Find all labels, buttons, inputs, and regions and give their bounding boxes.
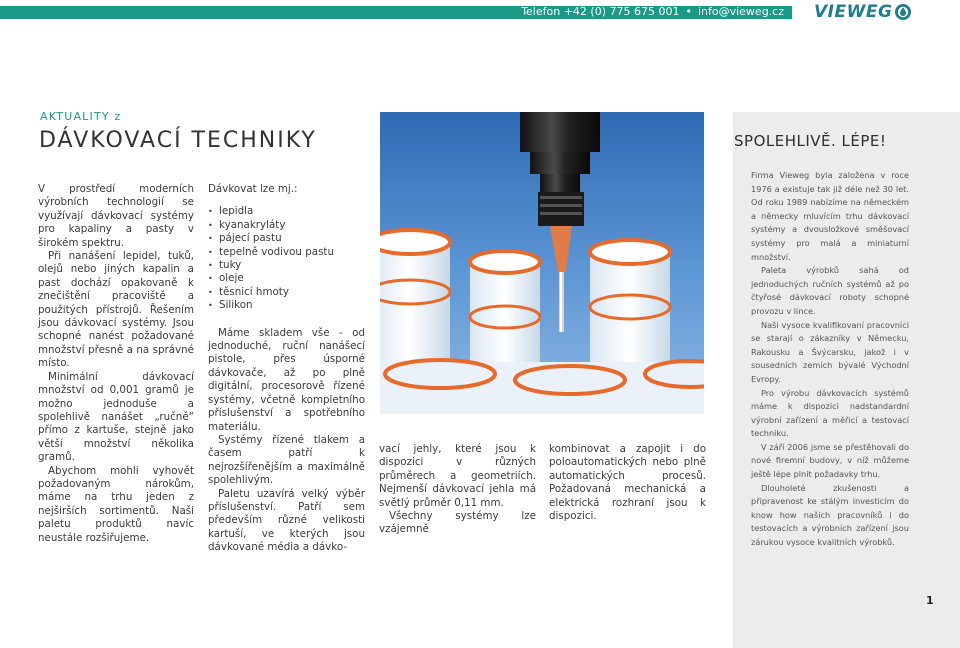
- col1-paragraph-2: Při nanášení lepidel, tuků, olejů nebo jiných kapalin a past dochází opakovaně k znečištění pracoviště a použitých přístrojů. Řešením jsou dávkovací systémy. Jsou schopné nanést požadované množství přesně a na správné místo.: [38, 250, 194, 370]
- col2-paragraph-3: Paletu uzavírá velký výběr příslušenství. Patří sem především různé velikosti kartuší, ve kterých jsou dávkované média a dávko-: [208, 487, 365, 554]
- list-item: • kyanakryláty: [208, 219, 365, 232]
- sidebar-text: [751, 169, 909, 550]
- top-bar: [0, 0, 960, 22]
- list-item: • tepelně vodivou pastu: [208, 246, 365, 259]
- section-label: AKTUALITY z: [40, 110, 122, 123]
- col3-paragraph-2: Všechny systémy lze vzájemně: [379, 510, 536, 536]
- col2-paragraph-2: Systémy řízené tlakem a časem patří k nejrozšířenějším a maximálně spolehlivým.: [208, 433, 365, 487]
- list-item: • oleje: [208, 272, 365, 285]
- vieweg-logo[interactable]: [814, 1, 912, 23]
- list-item: • Silikon: [208, 299, 365, 312]
- header-email-link[interactable]: info@vieweg.cz: [697, 5, 784, 18]
- header-phone: Telefon +42 (0) 775 675 001: [521, 5, 680, 18]
- article-column-3: [379, 443, 536, 537]
- col1-paragraph-4: Abychom mohli vyhovět požadovaným nárokům, máme na trhu jeden z nejširších sortimentů. Naši paletu produktů navíc neustále rozšiřujeme.: [38, 464, 194, 544]
- page-number: 1: [926, 594, 934, 607]
- article-column-1: [38, 183, 194, 545]
- col2-paragraph-1: Máme skladem vše - od jednoduché, ruční nanášecí pistole, přes úsporné dávkovače, až po plně digitální, procesorově řízené systémy, včetně kompletního příslušenství a spotřebního materiálu.: [208, 326, 365, 433]
- col4-paragraph-1: kombinovat a zapojit i do poloautomatických nebo plně automatických procesů. Požadovaná mechanická a elektrická rozhraní jsou k dispozici.: [549, 443, 706, 523]
- list-item: • pájecí pastu: [208, 232, 365, 245]
- header-contact: [521, 5, 784, 19]
- sidebar-paragraph: Naši vysoce kvalifikovaní pracovníci se starají o zákazníky v Německu, Rakousku a Švýcarsku, jakož i v sousedních zemích bývalé Východní Evropy.: [751, 319, 909, 384]
- header-separator: •: [685, 5, 692, 18]
- dispensing-needle-photo: [380, 112, 704, 414]
- sidebar-paragraph: Pro výrobu dávkovacích systémů máme k dispozici nadstandardní výrobní zařízení a měřicí a testovací techniku.: [751, 387, 909, 439]
- page-title: DÁVKOVACÍ TECHNIKY: [39, 128, 317, 153]
- photo-illustration: [380, 112, 704, 414]
- sidebar-paragraph: Firma Vieweg byla založena v roce 1976 a existuje tak již déle než 30 let. Od roku 1989 nabízíme na německém a německy mluvícím trhu dávkovací systémy a dvousložkové směšovací systémy pro malá a miniaturní množství.: [751, 170, 909, 262]
- col1-paragraph-3: Minimální dávkovací množství od 0,001 gramů je možno jednoduše a spolehlivě nanášet „ručně“ přímo z kartuše, stejně jako větší množství několika gramů.: [38, 370, 194, 464]
- sidebar-paragraph: Paleta výrobků sahá od jednoduchých ručních systémů až po čtyřosé dávkovací roboty schopné provozu v lince.: [751, 265, 909, 316]
- sidebar-paragraph: Dlouholeté zkušenosti a připravenost ke stálým investicím do know how našich pracovníků i do testovacích a výrobních zařízení jsou zárukou vysoce kvalitních výrobků.: [751, 482, 909, 548]
- sidebar-slogan: SPOLEHLIVĚ. LÉPE!: [734, 132, 887, 150]
- list-item: • těsnicí hmoty: [208, 286, 365, 299]
- article-column-4: [549, 443, 706, 523]
- article-column-2: [208, 183, 365, 555]
- col2-heading: Dávkovat lze mj.:: [208, 183, 298, 195]
- dispensable-media-list: [208, 205, 365, 312]
- col3-paragraph-1: vací jehly, které jsou k dispozici v různých průměrech a geometriích. Nejmenší dávkovací jehla má světlý průměr 0,11 mm.: [379, 443, 536, 509]
- logo-text: VIEWEG: [814, 2, 893, 22]
- list-item: • tuky: [208, 259, 365, 272]
- list-item: • lepidla: [208, 205, 365, 218]
- sidebar-paragraph: V září 2006 jsme se přestěhovali do nové firemní budovy, v níž můžeme ještě lépe plnit požadavky trhu.: [751, 441, 909, 480]
- col1-paragraph-1: V prostředí moderních výrobních technologií se využívají dávkovací systémy pro kapaliny a pasty v širokém spektru.: [38, 183, 194, 249]
- logo-droplet-icon: [894, 3, 912, 21]
